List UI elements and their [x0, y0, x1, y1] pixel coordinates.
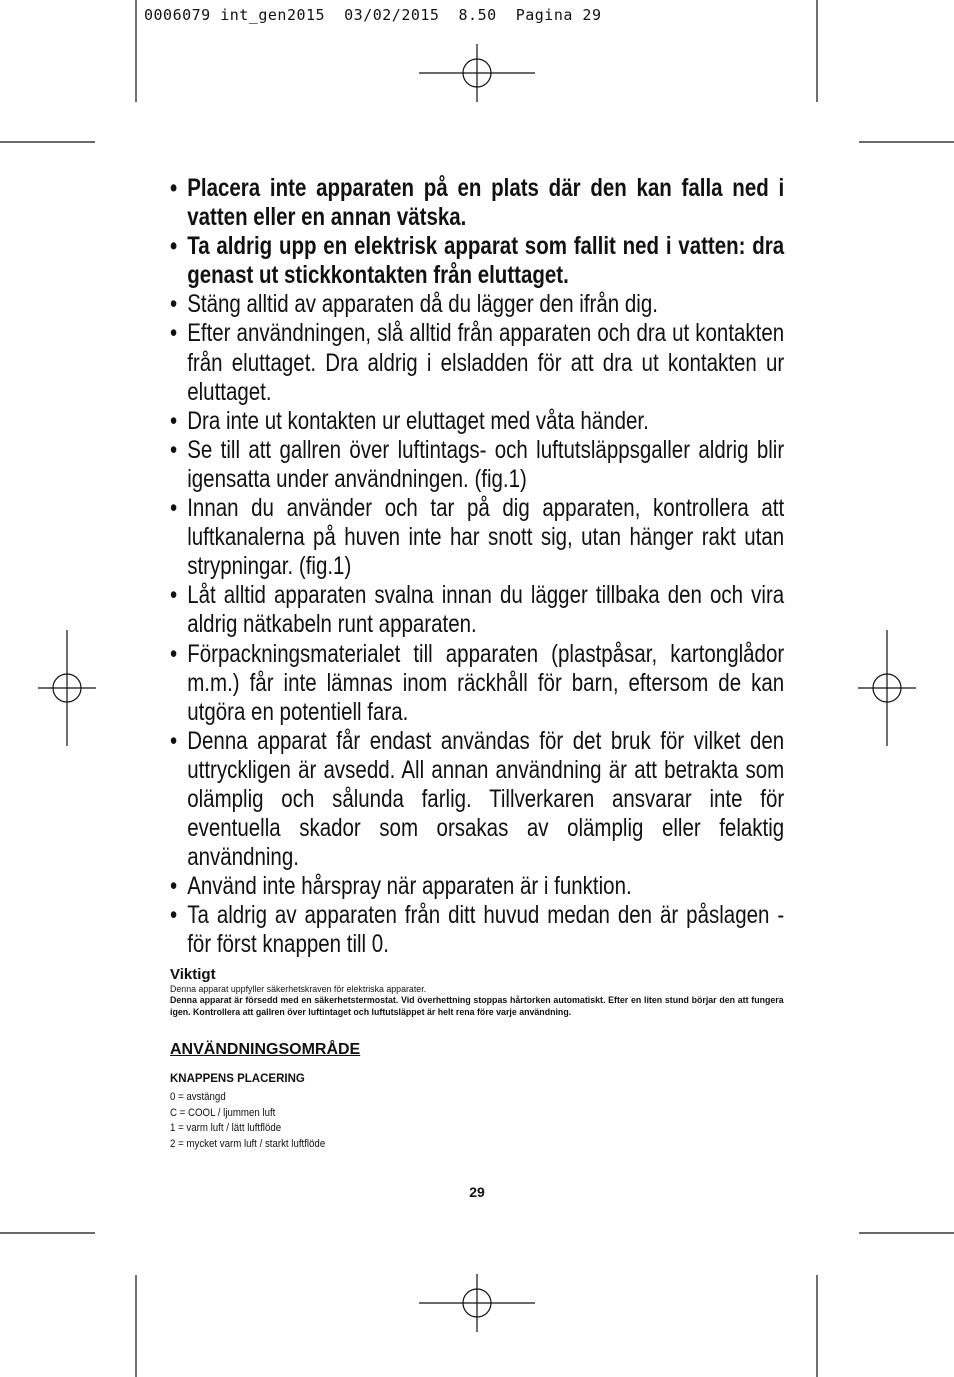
button-setting-item: C = COOL / ljummen luft — [170, 1106, 276, 1119]
registration-mark-left — [38, 630, 96, 746]
safety-instruction-text: Ta aldrig av apparaten från ditt huvud medan den är påslagen - för först knappen till 0. — [187, 901, 785, 959]
bullet-symbol: • — [170, 494, 178, 523]
bullet-symbol: • — [170, 581, 178, 610]
bullet-symbol: • — [170, 872, 178, 901]
safety-instruction-text: Efter användningen, slå alltid från apparaten och dra ut kontakten från eluttaget. Dra aldrig i elsladden för att dra ut kontakten ur eluttaget. — [187, 319, 785, 406]
registration-mark-right — [858, 630, 916, 746]
button-setting-item: 1 = varm luft / lätt luftflöde — [170, 1122, 282, 1135]
button-setting-item: 0 = avstängd — [170, 1091, 226, 1104]
safety-instruction-text: Förpackningsmaterialet till apparaten (plastpåsar, kartonglådor m.m.) får inte lämnas inom räckhåll för barn, eftersom de kan utgöra en potentiell fara. — [187, 639, 785, 726]
safety-instruction-item — [170, 581, 784, 639]
bullet-symbol: • — [170, 726, 178, 755]
safety-instruction-item — [170, 319, 784, 406]
safety-instruction-item — [170, 174, 784, 232]
safety-instruction-text: Använd inte hårspray när apparaten är i funktion. — [187, 872, 632, 901]
important-line-1: Denna apparat uppfyller säkerhetskraven för elektriska apparater. — [170, 983, 427, 995]
usage-heading: ANVÄNDNINGSOMRÅDE — [170, 1041, 361, 1059]
bullet-symbol: • — [170, 406, 178, 435]
button-position-heading: KNAPPENS PLACERING — [170, 1073, 305, 1086]
bullet-symbol: • — [170, 174, 178, 202]
safety-instruction-text: Ta aldrig upp en elektrisk apparat som fallit ned i vatten: dra genast ut stickkontakten från eluttaget. — [187, 232, 785, 290]
safety-instructions-list — [170, 174, 784, 960]
important-line-2: Denna apparat är försedd med en säkerhetstermostat. Vid överhettning stoppas hårtorken automatiskt. Efter en liten stund börjar den att fungera igen. Kontrollera att gallren över luftintaget och luftutsläppet är helt rena före varje användning. — [170, 995, 784, 1018]
safety-instruction-item — [170, 494, 784, 581]
important-note — [170, 966, 784, 1019]
safety-instruction-item — [170, 407, 784, 436]
page-number: 29 — [469, 1184, 485, 1200]
safety-instruction-text: Låt alltid apparaten svalna innan du lägger tillbaka den och vira aldrig nätkabeln runt apparaten. — [187, 581, 785, 639]
button-settings-list — [170, 1090, 710, 1152]
safety-instruction-item — [170, 232, 784, 290]
safety-instruction-item — [170, 872, 784, 901]
bullet-symbol: • — [170, 232, 178, 261]
bullet-symbol: • — [170, 435, 178, 464]
safety-instruction-item — [170, 901, 784, 959]
safety-instruction-text: Placera inte apparaten på en plats där den kan falla ned i vatten eller en annan vätska. — [187, 174, 785, 232]
safety-instruction-item — [170, 640, 784, 727]
safety-instruction-text: Dra inte ut kontakten ur eluttaget med våta händer. — [187, 406, 649, 435]
bullet-symbol: • — [170, 639, 178, 668]
safety-instruction-text: Se till att gallren över luftintags- och luftutsläppsgaller aldrig blir igensatta under användningen. (fig.1) — [187, 435, 785, 493]
safety-instruction-item — [170, 727, 784, 872]
page-content — [170, 174, 784, 1152]
safety-instruction-item — [170, 436, 784, 494]
bullet-symbol: • — [170, 290, 178, 319]
safety-instruction-text: Innan du använder och tar på dig apparaten, kontrollera att luftkanalerna på huven inte har snott sig, utan hänger rakt utan strypningar. (fig.1) — [187, 494, 785, 581]
safety-instruction-item — [170, 290, 784, 319]
registration-mark-top — [419, 44, 535, 102]
button-setting-item: 2 = mycket varm luft / starkt luftflöde — [170, 1137, 326, 1150]
registration-mark-bottom — [419, 1274, 535, 1332]
bullet-symbol: • — [170, 901, 178, 930]
safety-instruction-text: Stäng alltid av apparaten då du lägger den ifrån dig. — [187, 290, 658, 319]
safety-instruction-text: Denna apparat får endast användas för det bruk för vilket den uttryckligen är avsedd. All annan användning är att betrakta som olämplig och sålunda farlig. Tillverkaren ansvarar inte för eventuella skador som orsakas av olämplig eller felaktig användning. — [187, 726, 785, 872]
print-slug: 0006079 int_gen2015 03/02/2015 8.50 Pagina 29 — [144, 6, 602, 24]
bullet-symbol: • — [170, 319, 178, 348]
important-heading: Viktigt — [170, 965, 216, 983]
